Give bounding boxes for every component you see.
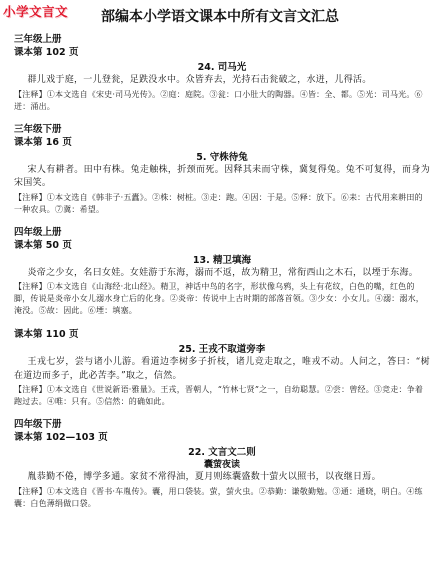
- logo: 小学文言文: [3, 4, 69, 19]
- textbook-page-number: 课本第 110 页: [14, 329, 79, 340]
- textbook-page-number: 课本第 102 页: [14, 47, 79, 58]
- passage-title: 5. 守株待兔: [196, 151, 248, 163]
- page-title: 部编本小学语文课本中所有文言文汇总: [101, 9, 339, 25]
- passage-title: 13. 精卫填海: [192, 254, 252, 266]
- passage-notes: 【注释】①本文选自《晋书·车胤传》。囊，用口袋装。萤，萤火虫。②恭勤：谦敬勤勉。③通：通晓，明白。④练囊：白色薄绢做口袋。: [14, 486, 423, 508]
- textbook-page-number: 课本第 16 页: [14, 136, 72, 148]
- section-wang-rong: [14, 328, 430, 408]
- textbook-page-number: 课本第 102—103 页: [14, 432, 108, 443]
- passage-notes: 【注释】①本文选自《宋史·司马光传》。②庭：庭院。③瓮：口小肚大的陶器。④皆：全、都。⑤光：司马光。⑥迸：涌出。: [14, 89, 423, 111]
- textbook-page-number: 课本第 50 页: [14, 239, 72, 251]
- passage-notes: 【注释】①本文选自《韩非子·五蠹》。②株：树桩。③走：跑。④因：于是。⑤释：放下。⑥耒：古代用来耕田的一种农具。⑦冀：希望。: [14, 192, 423, 214]
- section-jing-wei-tian-hai: [14, 227, 430, 318]
- passage-text: 群儿戏于庭，一儿登瓮，足跌没水中。众皆弃去，光持石击瓮破之，水迸，儿得活。: [27, 75, 372, 85]
- passage-subtitle: 囊萤夜读: [203, 460, 240, 470]
- grade-heading: 四年级上册: [14, 226, 62, 238]
- passage-notes: 【注释】①本文选自《山海经·北山经》。精卫，神话中鸟的名字，形状像乌鸦，头上有花纹，白色的嘴，红色的脚，传说是炎帝小女儿溺水身亡后的化身。②炎帝：传说中上古时期的部落首领。③少女：小女儿。④溺：溺水，淹没。⑤故：因此。⑥堙：填塞。: [14, 282, 424, 315]
- passage-text: 炎帝之少女，名曰女娃。女娃游于东海，溺而不返，故为精卫，常衔西山之木石，以堙于东海。: [27, 267, 419, 278]
- grade-heading: 四年级下册: [14, 419, 62, 430]
- passage-title: 22. 文言文二则: [188, 447, 256, 458]
- passage-notes: 【注释】①本文选自《世说新语·雅量》。王戎，晋朝人，“竹林七贤”之一，自幼聪慧。②尝：曾经。③竞走：争着跑过去。④唯：只有。⑤信然：的确如此。: [14, 385, 424, 406]
- passage-text: 宋人有耕者。田中有株。兔走触株，折颈而死。因释其耒而守株，冀复得兔。兔不可复得，而身为宋国笑。: [14, 164, 430, 188]
- passage-text: 王戎七岁，尝与诸小儿游。看道边李树多子折枝，诸儿竞走取之，唯戎不动。人问之，答曰：“树在道边而多子，此必苦李。”取之，信然。: [14, 357, 430, 381]
- grade-heading: 三年级上册: [14, 34, 62, 45]
- passage-title: 24. 司马光: [197, 62, 247, 73]
- section-nang-ying-ye-du: [14, 419, 430, 510]
- section-shou-zhu-dai-tu: [14, 124, 430, 216]
- passage-text: 胤恭勤不倦，博学多通。家贫不常得油，夏月则练囊盛数十萤火以照书，以夜继日焉。: [27, 472, 381, 482]
- grade-heading: 三年级下册: [14, 123, 62, 135]
- document-content: [14, 34, 430, 510]
- section-sima-guang: [14, 34, 430, 113]
- passage-title: 25. 王戎不取道旁李: [178, 344, 266, 355]
